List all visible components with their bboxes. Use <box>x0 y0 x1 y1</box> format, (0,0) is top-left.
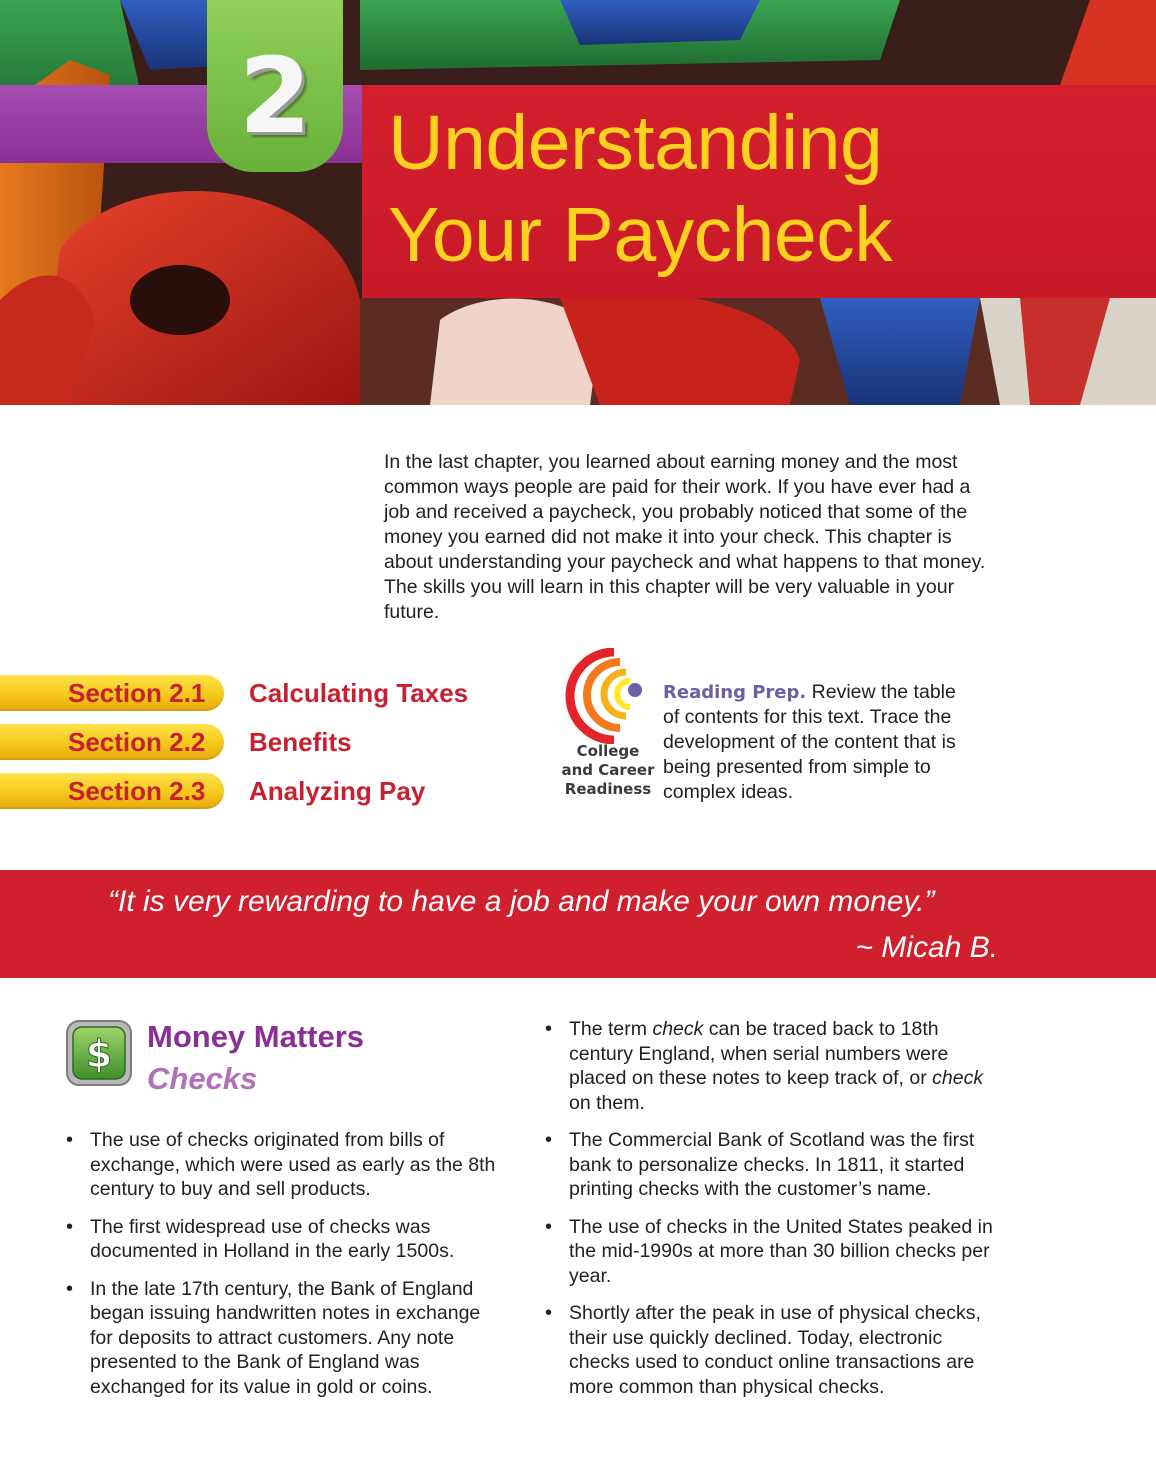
ccr-label-line2: and Career <box>561 761 655 779</box>
section-number: Section 2.2 <box>68 727 206 757</box>
money-matters-subheading: Checks <box>147 1061 258 1096</box>
ccr-label <box>553 742 663 799</box>
reading-prep <box>663 680 973 805</box>
chapter-title <box>388 97 892 281</box>
section-title[interactable]: Analyzing Pay <box>249 776 426 806</box>
reading-prep-text: Review the table of contents for this text. Trace the development of the content that is being presented from simple to complex ideas. <box>663 681 956 803</box>
section-row-2-1[interactable] <box>0 675 490 711</box>
chapter-title-line2: Your Paycheck <box>388 192 893 278</box>
text-run: The term <box>569 1018 653 1040</box>
svg-text:$: $ <box>85 1032 113 1076</box>
chapter-number: 2 <box>238 35 312 157</box>
list-item: • In the late 17th century, the Bank of England began issuing handwritten notes in exchange for deposits to attract customers. Any note presented to the Bank of England was exchanged for its value in gold or coins. <box>66 1277 506 1400</box>
dollar-sign-icon <box>66 1020 132 1086</box>
chapter-banner <box>0 0 1156 405</box>
list-item <box>545 1017 995 1115</box>
section-title[interactable]: Benefits <box>249 727 352 757</box>
money-matters-right-list <box>545 1017 995 1412</box>
reading-prep-label: Reading Prep. <box>663 682 807 703</box>
section-row-2-2[interactable] <box>0 724 490 760</box>
intro-paragraph: In the last chapter, you learned about earning money and the most common ways people are paid for their work. If you have ever had a job and received a paycheck, you probably noticed that some of the money you earned did not make it into your check. This chapter is about understanding your paycheck and what happens to that money. The skills you will learn in this chapter will be very valuable in your future. <box>384 451 986 623</box>
quote-author: ~ Micah B. <box>855 931 998 964</box>
list-item: • The Commercial Bank of Scotland was the first bank to personalize checks. In 1811, it started printing checks with the customer’s name. <box>545 1128 995 1202</box>
emphasis-term: check <box>932 1067 984 1089</box>
section-number: Section 2.1 <box>68 678 206 708</box>
chapter-title-line1: Understanding <box>388 100 883 186</box>
ccr-label-line1: College <box>576 742 640 760</box>
emphasis-term: check <box>652 1018 704 1040</box>
section-title[interactable]: Calculating Taxes <box>249 678 469 708</box>
text-run: can be traced back to 18th century England, when serial numbers were placed on these notes to keep track of, or <box>569 1018 949 1089</box>
college-career-readiness-logo <box>564 648 656 744</box>
text-run: on them. <box>569 1091 645 1114</box>
list-item: • The use of checks in the United States peaked in the mid-1990s at more than 30 billion checks per year. <box>545 1215 995 1289</box>
quote-text: “It is very rewarding to have a job and make your own money.” <box>108 885 935 918</box>
list-item: • The first widespread use of checks was documented in Holland in the early 1500s. <box>66 1215 506 1264</box>
list-item: • Shortly after the peak in use of physical checks, their use quickly declined. Today, electronic checks used to conduct online transactions are more common than physical checks. <box>545 1301 995 1399</box>
section-row-2-3[interactable] <box>0 773 490 809</box>
money-matters-left-list <box>66 1128 506 1412</box>
section-number: Section 2.3 <box>68 776 206 806</box>
money-matters-heading: Money Matters <box>147 1019 365 1054</box>
list-item: • The use of checks originated from bills of exchange, which were used as early as the 8th century to buy and sell products. <box>66 1128 506 1202</box>
ccr-label-line3: Readiness <box>564 780 652 798</box>
